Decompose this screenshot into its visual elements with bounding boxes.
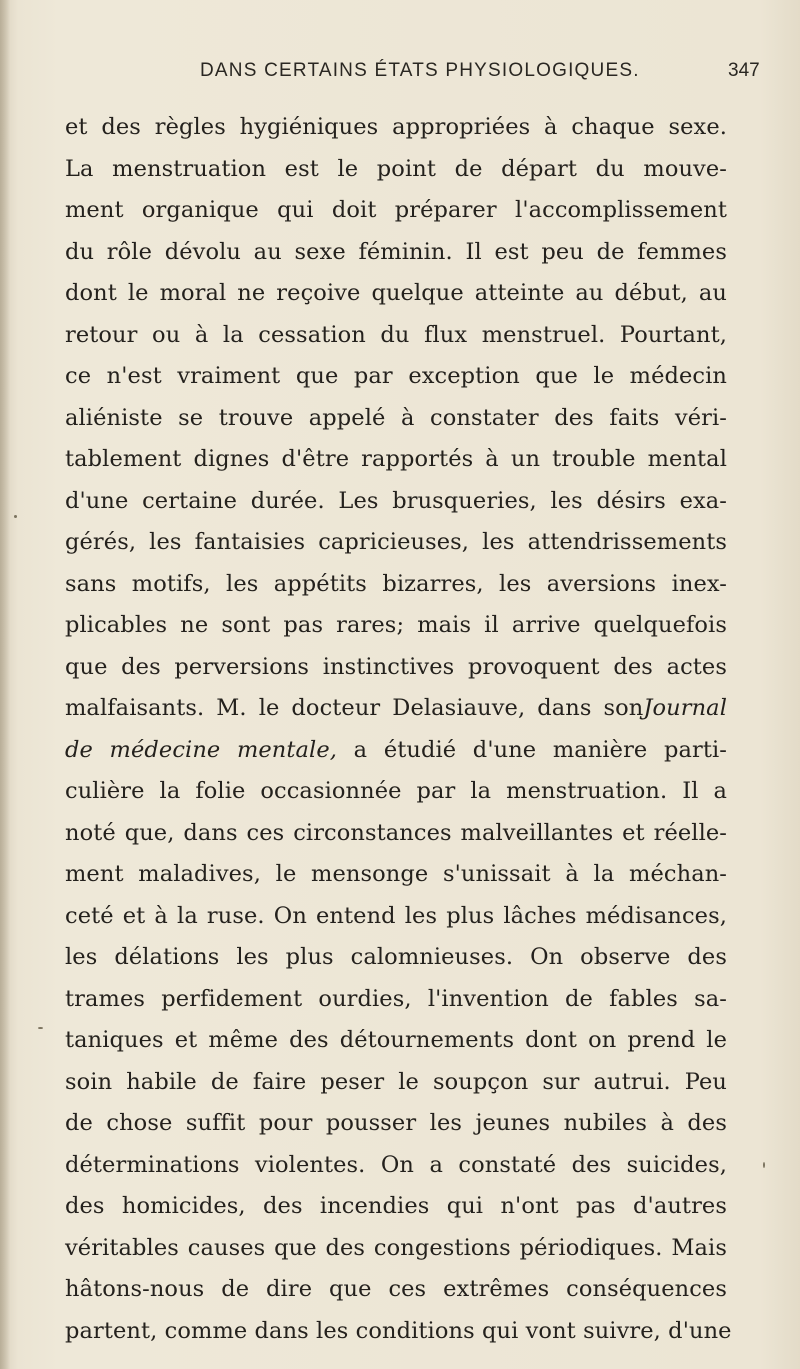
text-line: ment maladives, le mensonge s'unissait à la méchan-	[65, 861, 727, 887]
text-line: dont le moral ne reçoive quelque atteinte au début, au	[65, 280, 727, 306]
text-line: du rôle dévolu au sexe féminin. Il est peu de femmes	[65, 238, 727, 265]
body-text	[65, 107, 732, 1352]
text-fragment: a étudié d'une manière parti-	[337, 736, 727, 763]
text-line: retour ou à la cessation du flux menstruel. Pourtant,	[65, 321, 727, 348]
text-line: que des perversions instinctives provoquent des actes	[65, 653, 727, 680]
text-line: tablement dignes d'être rapportés à un trouble mental	[65, 446, 727, 472]
text-fragment: malfaisants. M. le docteur Delasiauve, dans son	[65, 695, 644, 721]
text-line: ceté et à la ruse. On entend les plus lâches médisances,	[65, 902, 727, 929]
text-line: déterminations violentes. On a constaté des suicides,	[65, 1151, 727, 1178]
page-number: 347	[728, 60, 760, 81]
text-line-with-title	[65, 688, 727, 730]
journal-title-part-2: de médecine mentale,	[65, 736, 338, 763]
text-line: trames perfidement ourdies, l'invention de fables sa-	[65, 985, 727, 1012]
journal-title-part-1: Journal	[643, 695, 727, 721]
text-line: gérés, les fantaisies capricieuses, les attendrissements	[65, 529, 727, 555]
text-line: noté que, dans ces circonstances malveillantes et réelle-	[65, 819, 727, 846]
text-line: d'une certaine durée. Les brusqueries, les désirs exa-	[65, 487, 727, 514]
text-line: plicables ne sont pas rares; mais il arrive quelquefois	[65, 612, 727, 638]
text-line: La menstruation est le point de départ du mouve-	[65, 155, 727, 182]
text-line: soin habile de faire peser le soupçon sur autrui. Peu	[65, 1068, 727, 1095]
running-head	[0, 60, 800, 90]
text-line: les délations les plus calomnieuses. On observe des	[65, 944, 727, 970]
paper-speck	[763, 1162, 765, 1168]
text-line: des homicides, des incendies qui n'ont pas d'autres	[65, 1193, 727, 1219]
text-line: de chose suffit pour pousser les jeunes nubiles à des	[65, 1110, 727, 1136]
text-line: taniques et même des détournements dont on prend le	[65, 1027, 727, 1053]
text-line: culière la folie occasionnée par la menstruation. Il a	[65, 778, 727, 804]
text-line-with-title	[65, 730, 727, 772]
paper-speck	[38, 1027, 43, 1029]
text-line: véritables causes que des congestions périodiques. Mais	[65, 1234, 727, 1261]
text-line: partent, comme dans les conditions qui vont suivre, d'une	[65, 1317, 732, 1344]
text-line: et des règles hygiéniques appropriées à chaque sexe.	[65, 114, 727, 140]
text-line: ce n'est vraiment que par exception que le médecin	[65, 363, 727, 389]
text-line: sans motifs, les appétits bizarres, les aversions inex-	[65, 570, 727, 597]
text-line: aliéniste se trouve appelé à constater des faits véri-	[65, 404, 727, 431]
running-title: DANS CERTAINS ÉTATS PHYSIOLOGIQUES.	[200, 60, 640, 81]
page-gutter-shadow	[0, 0, 10, 1369]
text-line: hâtons-nous de dire que ces extrêmes conséquences	[65, 1276, 727, 1302]
text-line: ment organique qui doit préparer l'accomplissement	[65, 197, 727, 223]
paper-speck	[14, 515, 17, 518]
